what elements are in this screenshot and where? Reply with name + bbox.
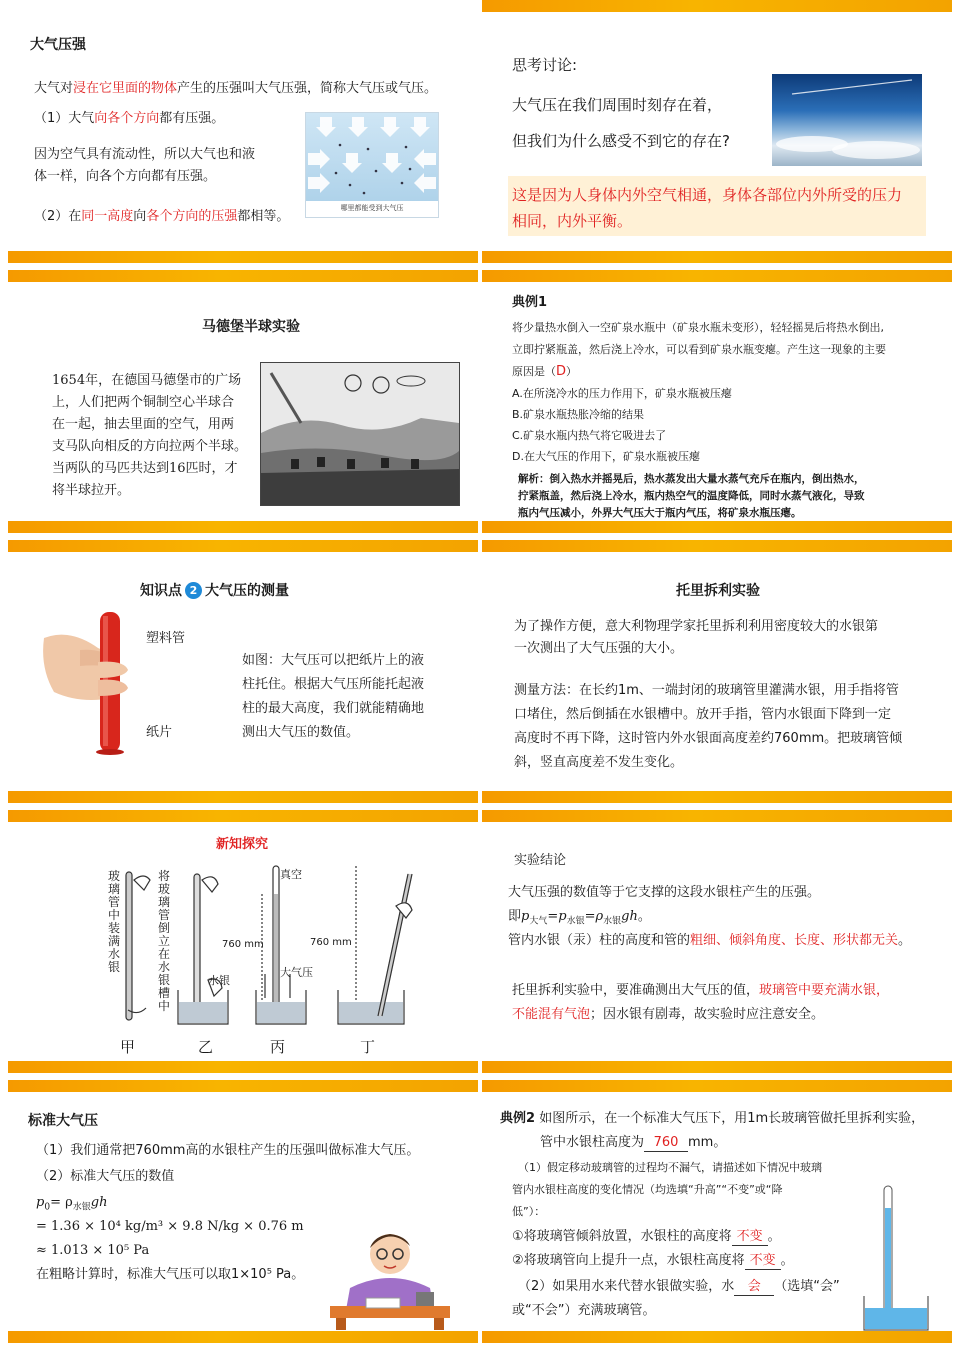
slide-title: 实验结论: [514, 853, 567, 868]
label-vacuum: 真空: [280, 868, 302, 881]
line-1: （1）我们通常把760mm高的水银柱产生的压强叫做标准大气压。: [36, 1143, 420, 1158]
slide-bar: [482, 791, 952, 803]
caption-yi: 乙: [198, 1038, 214, 1056]
option-a: A.在所浇冷水的压力作用下，矿泉水瓶被压瘪: [512, 387, 732, 400]
body-line: 支马队向相反的方向拉两个半球。: [52, 439, 248, 454]
slide-explore: [8, 810, 478, 1073]
option-d: D.在大气压的作用下，矿泉水瓶被压瘪: [512, 450, 700, 463]
label-paper: 纸片: [146, 725, 173, 740]
formula-2: = 1.36 × 10⁴ kg/m³ × 9.8 N/kg × 0.76 m: [36, 1219, 304, 1234]
option-b: B.矿泉水瓶热胀冷缩的结果: [512, 408, 645, 421]
body-line: 上，人们把两个铜制空心半球合: [52, 395, 235, 410]
sky-earth-image: [772, 74, 922, 166]
slide-title: 马德堡半球实验: [202, 319, 300, 335]
slide-conclusion: [482, 810, 952, 1073]
body-line: 柱的最大高度，我们就能精确地: [242, 701, 425, 716]
slide-title: 典例1: [512, 295, 548, 310]
slide-bar: [482, 270, 952, 282]
caption-jia: 甲: [120, 1038, 136, 1056]
formula-line: 即$p_{大气}=p_{水银}=\rho_{水银}gh$。: [508, 909, 651, 927]
slide-bar: [482, 521, 952, 533]
slide-magdeburg: [8, 270, 478, 533]
body-line: 将半球拉开。: [52, 483, 131, 498]
label-plastic-tube: 塑料管: [146, 631, 186, 646]
item-1: ①将玻璃管倾斜放置，水银柱的高度将 不变 。: [512, 1229, 781, 1244]
method-line: 斜，竖直高度差不发生变化。: [514, 755, 684, 770]
method-line: 高度时不再下降，这时管内外水银面高度差约760mm。把玻璃管倾: [514, 731, 903, 746]
part-1-line-1: （1）假定移动玻璃管的过程均不漏气，请描述如下情况中玻璃: [518, 1161, 822, 1174]
label-vertical-2: 将玻璃管倒立在水银槽中: [158, 869, 171, 1013]
body-line: 柱托住。根据大气压所能托起液: [242, 677, 425, 692]
slide-bar: [8, 791, 478, 803]
tube-in-basin-diagram: [860, 1184, 940, 1334]
item-2: ②将玻璃管向上提升一点，水银柱高度将 不变 。: [512, 1253, 794, 1268]
line-2: （2）标准大气压的数值: [36, 1169, 175, 1184]
question-line-2: 管中水银柱高度为 760 mm。: [540, 1135, 727, 1150]
question-line-1: 大气压在我们周围时刻存在着，: [512, 96, 723, 114]
slide-bar: [482, 1061, 952, 1073]
slide-title: 大气压强: [30, 37, 86, 53]
slide-title: 标准大气压: [28, 1113, 98, 1129]
analysis-line: 解析：倒入热水并摇晃后，热水蒸发出大量水蒸气充斥在瓶内，倒出热水，: [518, 473, 865, 485]
answer-letter: D: [556, 364, 567, 379]
label-vertical-1: 玻璃管中装满水银: [108, 869, 121, 974]
option-c: C.矿泉水瓶内热气将它吸进去了: [512, 429, 667, 442]
method-line: 口堵住，然后倒插在水银槽中。放开手指，管内水银面下降到一定: [514, 707, 892, 722]
caption-bing: 丙: [270, 1038, 286, 1056]
magdeburg-engraving-image: [260, 362, 460, 506]
teacher-cartoon-image: [330, 1218, 450, 1330]
slide-title: 托里拆利实验: [676, 583, 760, 599]
slide-measurement: [8, 540, 478, 803]
body-line: 在一起，抽去里面的空气，用两: [52, 417, 235, 432]
slide-bar: [8, 1331, 478, 1343]
body-line: 测出大气压的数值。: [242, 725, 360, 740]
line-6: 在粗略计算时，标准大气压可以取1×10⁵ Pa。: [36, 1267, 305, 1282]
slide-bar: [482, 810, 952, 822]
intro-line: 为了操作方便，意大利物理学家托里拆利利用密度较大的水银第: [514, 619, 879, 634]
explain-line-2: 体一样，向各个方向都有压强。: [34, 169, 217, 184]
question-line: 将少量热水倒入一空矿泉水瓶中（矿泉水瓶未变形），轻轻摇晃后将热水倒出,: [512, 321, 884, 334]
slide-example-1: [482, 270, 952, 533]
slide-torricelli: [482, 540, 952, 803]
slide-title: 思考讨论:: [512, 56, 578, 74]
part-2-line-1: （2）如果用水来代替水银做实验，水 会 （选填“会”: [518, 1279, 840, 1294]
point-1: （1）大气向各个方向都有压强。: [34, 111, 225, 126]
body-line: 当两队的马匹共达到16匹时，才: [52, 461, 238, 476]
slide-bar: [8, 1080, 478, 1092]
slide-standard-pressure: [8, 1080, 478, 1343]
formula-3: ≈ 1.013 × 10⁵ Pa: [36, 1243, 150, 1258]
number-badge: 2: [185, 582, 202, 599]
slide-bar: [482, 540, 952, 552]
analysis-line: 瓶内气压减小，外界大气压大于瓶内气压，将矿泉水瓶压瘪。: [518, 507, 802, 519]
conclusion-line-5: 不能混有气泡；因水银有剧毒，故实验时应注意安全。: [512, 1007, 825, 1022]
question-line: 立即拧紧瓶盖，然后浇上冷水，可以看到矿泉水瓶变瘪。产生这一现象的主要: [512, 343, 886, 356]
slide-bar: [8, 540, 478, 552]
conclusion-line-4: 托里拆利实验中，要准确测出大气压的值，玻璃管中要充满水银，: [512, 983, 890, 998]
part-1-line-3: 低”）：: [512, 1205, 546, 1218]
slide-atmospheric-pressure: [8, 0, 478, 263]
part-2-line-2: 或“不会”）充满玻璃管。: [512, 1303, 656, 1318]
hand-tube-image: [40, 608, 150, 758]
slide-title: 知识点 2 大气压的测量: [140, 583, 289, 599]
method-line: 测量方法：在长约1m、一端封闭的玻璃管里灌满水银，用手指将管: [514, 683, 899, 698]
slide-title: 新知探究: [216, 837, 269, 852]
conclusion-line-3: 管内水银（汞）柱的高度和管的粗细、倾斜角度、长度、形状都无关。: [508, 933, 912, 948]
label-760-d: 760 mm: [310, 937, 352, 948]
body-line: 如图：大气压可以把纸片上的液: [242, 653, 425, 668]
caption-ding: 丁: [360, 1038, 376, 1056]
answer-line-1: 这是因为人身体内外空气相通，身体各部位内外所受的压力: [512, 186, 903, 204]
slide-bar: [8, 521, 478, 533]
slide-bar: [482, 0, 952, 12]
conclusion-line-1: 大气压强的数值等于它支撑的这段水银柱产生的压强。: [508, 885, 821, 900]
slide-think-discuss: [482, 0, 952, 263]
question-line-1: 典例2 如图所示，在一个标准大气压下，用1m长玻璃管做托里拆利实验，: [500, 1111, 925, 1126]
formula-1: $p_0= \rho_{水银}gh$: [36, 1195, 108, 1213]
analysis-line: 拧紧瓶盖，然后浇上冷水，瓶内热空气的温度降低，同时水蒸气液化，导致: [518, 490, 865, 502]
question-line: 原因是（D）: [512, 364, 578, 379]
question-line-2: 但我们为什么感受不到它的存在?: [512, 132, 730, 150]
slide-bar: [482, 251, 952, 263]
slide-bar: [8, 270, 478, 282]
explain-line-1: 因为空气具有流动性，所以大气也和液: [34, 147, 256, 162]
label-760-c: 760 mm: [222, 939, 264, 950]
intro-line: 一次测出了大气压强的大小。: [514, 641, 684, 656]
definition-line: 大气对浸在它里面的物体产生的压强叫大气压强，简称大气压或气压。: [34, 81, 438, 96]
image-caption: 哪里都能受到大气压: [340, 204, 404, 212]
part-1-line-2: 管内水银柱高度的变化情况（均选填“升高”“不变”或“降: [512, 1183, 783, 1196]
slide-bar: [482, 1080, 952, 1092]
point-2: （2）在同一高度向各个方向的压强都相等。: [34, 209, 290, 224]
pressure-arrows-image: [305, 112, 439, 218]
body-line: 1654年，在德国马德堡市的广场: [52, 373, 242, 388]
label-atm: 大气压: [280, 966, 313, 979]
slide-example-2: [482, 1080, 952, 1343]
label-mercury: 水银: [208, 974, 230, 987]
slide-bar: [8, 251, 478, 263]
answer-line-2: 相同，内外平衡。: [512, 212, 633, 230]
